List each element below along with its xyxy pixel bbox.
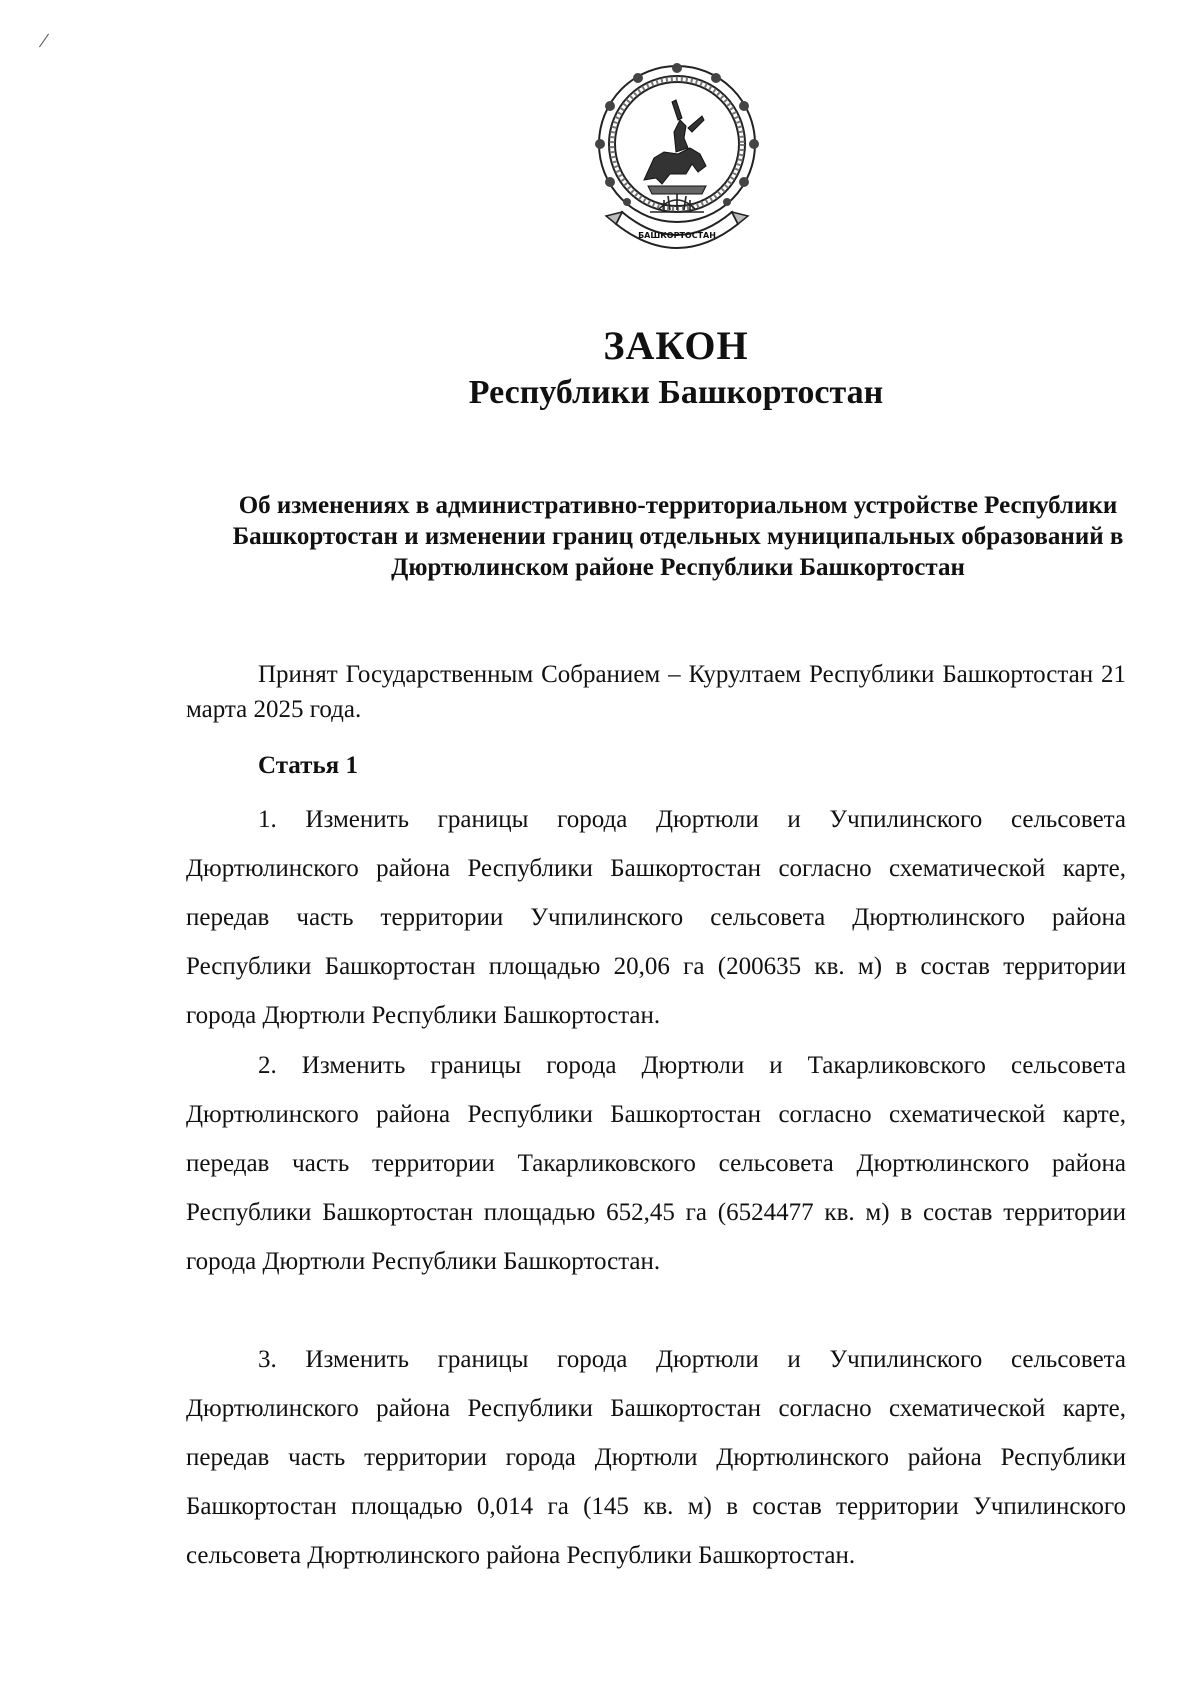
- article-paragraph-2: 2. Изменить границы города Дюртюли и Такарликовского сельсовета Дюртюлинского района Республики Башкортостан согласно схематической карте, передав часть территории Такарликовского сельсовета Дюртюлинского района Республики Башкортостан площадью 652,45 га (6524477 кв. м) в состав территории города Дюртюли Республики Башкортостан.: [186, 1052, 1126, 1275]
- adoption-statement: Принят Государственным Собранием – Курултаем Республики Башкортостан 21 марта 2025 года.: [186, 661, 1126, 723]
- scan-artifact-line: [39, 34, 49, 48]
- svg-text:БАШКОРТОСТАН: БАШКОРТОСТАН: [638, 231, 716, 240]
- document-title: ЗАКОН: [603, 323, 749, 368]
- article-paragraph-1: 1. Изменить границы города Дюртюли и Учпилинского сельсовета Дюртюлинского района Республики Башкортостан согласно схематической карте, передав часть территории Учпилинского сельсовета Дюртюлинского района Республики Башкортостан площадью 20,06 га (200635 кв. м) в состав территории города Дюртюли Республики Башкортостан.: [186, 806, 1126, 1029]
- law-subject-heading: Об изменениях в административно-территориальном устройстве Республики Башкортостан и изменении границ отдельных муниципальных образований в Дюртюлинском районе Республики Башкортостан: [232, 492, 1124, 581]
- article-paragraph-3: 3. Изменить границы города Дюртюли и Учпилинского сельсовета Дюртюлинского района Республики Башкортостан согласно схематической карте, передав часть территории города Дюртюли Дюртюлинского района Республики Башкортостан площадью 0,014 га (145 кв. м) в состав территории Учпилинского сельсовета Дюртюлинского района Республики Башкортостан.: [186, 1346, 1126, 1569]
- coat-of-arms-emblem: [592, 62, 762, 258]
- article-heading: Статья 1: [258, 752, 358, 779]
- document-subtitle: Республики Башкортостан: [468, 374, 884, 411]
